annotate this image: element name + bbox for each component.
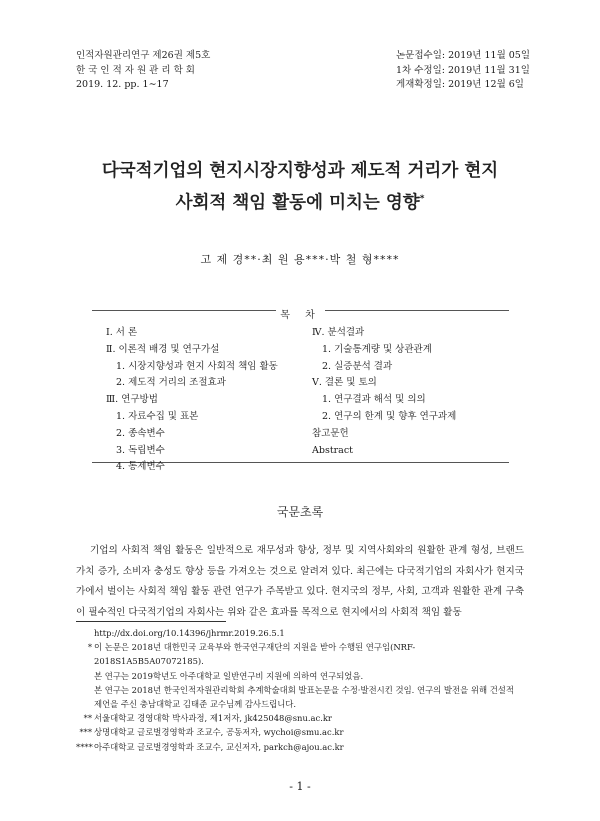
revised-date: 1차 수정일: 2019년 11월 31일 — [396, 64, 530, 76]
footnote-doi: http://dx.doi.org/10.14396/jhrmr.2019.26.5.1 — [94, 628, 285, 638]
toc-item: Ⅳ. 분석결과 — [312, 327, 365, 338]
toc-item: Ⅴ. 결론 및 토의 — [312, 377, 377, 389]
footnotes — [76, 626, 524, 754]
toc-item: Ⅰ. 서 론 — [106, 327, 138, 338]
paper-title — [0, 157, 600, 217]
toc-item: Ⅲ. 연구방법 — [106, 394, 158, 406]
page-number: - 1 - — [289, 780, 311, 793]
journal-info — [76, 49, 210, 93]
received-date: 논문접수일: 2019년 11월 05일 — [396, 50, 531, 61]
footnote-funding: * 이 논문은 2018년 대한민국 교육부와 한국연구재단의 지원을 받아 수행된 연구임(NRF-2018S1A5B5A07072185). — [87, 642, 416, 667]
abstract-title: 국문초록 — [276, 505, 324, 519]
toc-item: 3. 독립변수 — [116, 444, 165, 456]
accepted-date: 게재확정일: 2019년 12월 6일 — [396, 79, 524, 90]
title-footnote-mark: * — [419, 194, 425, 204]
toc-item: 1. 연구결과 해석 및 의의 — [322, 394, 426, 406]
toc-item: 4. 통제변수 — [116, 461, 165, 473]
toc-item: 2. 실증분석 결과 — [322, 360, 393, 372]
toc-item: Ⅱ. 이론적 배경 및 연구가설 — [106, 343, 220, 355]
footnote-author-1: ** 서울대학교 경영대학 박사과정, 제1저자, jk425048@snu.ac.kr — [83, 713, 332, 724]
toc-item: 2. 종속변수 — [116, 427, 165, 439]
toc-item: 2. 제도적 거리의 조절효과 — [116, 377, 226, 389]
toc-item: 참고문헌 — [312, 427, 349, 439]
toc-item: 1. 자료수집 및 표본 — [116, 410, 199, 422]
toc-item: 1. 기술통계량 및 상관관계 — [322, 343, 432, 355]
footnote-author-3: **** 아주대학교 글로벌경영학과 조교수, 교신저자, parkch@ajou.ac.kr — [76, 741, 344, 752]
journal-society: 한 국 인 적 자 원 관 리 학 회 — [76, 64, 195, 76]
title-line-1: 다국적기업의 현지시장지향성과 제도적 거리가 현지 — [101, 161, 499, 181]
footnote-funding-2: 본 연구는 2019학년도 아주대학교 일반연구비 지원에 의하여 연구되었음. — [94, 670, 364, 681]
abstract-body: 기업의 사회적 책임 활동은 일반적으로 재무성과 향상, 정부 및 지역사회와의 원활한 관계 형성, 브랜드 가치 증가, 소비자 충성도 향상 등을 가져오는 것으로 알려져 있다. 최근에는 다국적기업의 자회사가 현지국가에서 벌이는 사회적 책임 활동 관련 연구가 주목받고 있다. 현지국의 정부, 사회, 고객과 원활한 관계 구축이 필수적인 다국적기업의 자회사는 위와 같은 효과를 목적으로 현지에서의 사회적 책임 활동 — [76, 545, 524, 618]
toc-right-column — [312, 325, 456, 459]
footnote-acknowledgement: 본 연구는 2018년 한국인적자원관리학회 추계학술대회 발표논문을 수정·발전시킨 것임. 연구의 발전을 위해 건설적 제언을 주신 충남대학교 김태준 교수님께 감사드립니다. — [94, 684, 514, 710]
journal-volume: 인적자원관리연구 제26권 제5호 — [76, 50, 211, 61]
footnote-divider — [76, 621, 226, 622]
toc-item: 2. 연구의 한계 및 향후 연구과제 — [322, 410, 457, 422]
table-of-contents — [92, 310, 509, 473]
title-line-2: 사회적 책임 활동에 미치는 영향* — [175, 192, 425, 213]
submission-dates — [396, 49, 530, 93]
toc-item: Abstract — [312, 444, 353, 456]
footnote-author-2: *** 상명대학교 글로벌경영학과 조교수, 공동저자, wychoi@smu.ac.kr — [79, 727, 344, 738]
journal-pages: 2019. 12. pp. 1∼17 — [76, 79, 169, 90]
author-list: 고 제 경**·최 원 용***·박 철 형**** — [200, 253, 400, 266]
toc-item: 1. 시장지향성과 현지 사회적 책임 활동 — [116, 360, 278, 372]
toc-heading: 목 차 — [276, 310, 325, 321]
toc-left-column — [106, 325, 278, 476]
